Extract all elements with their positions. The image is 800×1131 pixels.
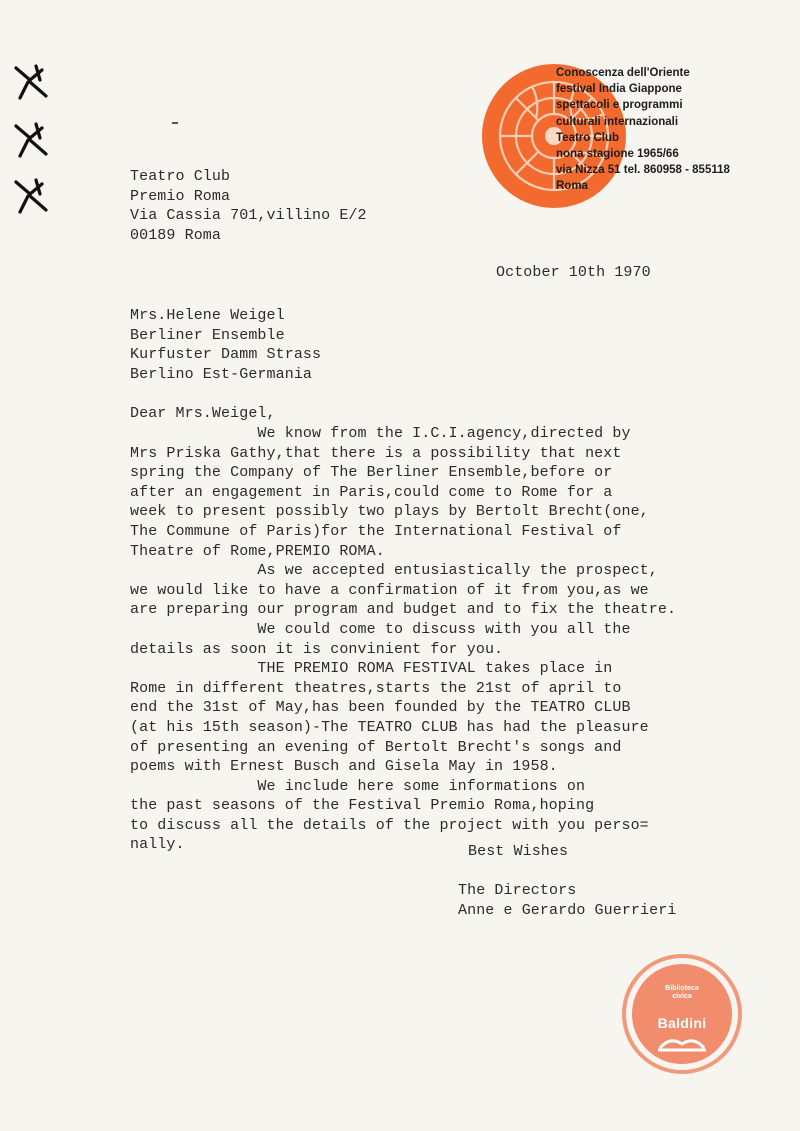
stamp-name: Baldini	[657, 1015, 707, 1031]
body-line: week to present possibly two plays by Bertolt Brecht(one,	[130, 503, 649, 521]
stamp-circle	[620, 952, 744, 1076]
handwritten-marks	[6, 62, 64, 232]
sender-line: Premio Roma	[130, 187, 231, 205]
body-line: end the 31st of May,has been founded by the TEATRO CLUB	[130, 699, 631, 717]
letterhead-line: spettacoli e programmi	[556, 99, 683, 112]
library-stamp	[620, 952, 744, 1076]
signature-line: The Directors	[458, 882, 577, 899]
body-line: Theatre of Rome,PREMIO ROMA.	[130, 542, 385, 560]
body-line: to discuss all the details of the project with you perso=	[130, 816, 649, 834]
letterhead-line: Teatro Club	[556, 131, 620, 144]
closing: Best Wishes	[468, 843, 569, 860]
salutation: Dear Mrs.Weigel,	[130, 405, 276, 422]
body-line: As we accepted entusiastically the prospect,	[130, 562, 658, 580]
body-line: Mrs Priska Gathy,that there is a possibility that next	[130, 444, 622, 462]
body-line: are preparing our program and budget and to fix the theatre.	[130, 601, 677, 619]
body-line: We could come to discuss with you all the	[130, 620, 631, 638]
body-line: nally.	[130, 836, 185, 854]
stamp-small-line: Biblioteca	[665, 985, 699, 992]
sender-line: Teatro Club	[130, 168, 231, 185]
letterhead-line: nona stagione 1965/66	[556, 148, 679, 161]
body-line: poems with Ernest Busch and Gisela May in 1958.	[130, 758, 558, 776]
body-line: details as soon it is convinient for you.	[130, 640, 504, 658]
letterhead-line: Conoscenza dell'Oriente	[556, 67, 690, 79]
body-line: (at his 15th season)-The TEATRO CLUB has had the pleasure	[130, 718, 649, 736]
letterhead-line: via Nizza 51 tel. 860958 - 855118	[556, 164, 730, 177]
body-line: we would like to have a confirmation of it from you,as we	[130, 581, 649, 599]
sender-line: 00189 Roma	[130, 226, 222, 244]
letterhead-line: culturali internazionali	[556, 115, 679, 128]
sender-line: Via Cassia 701,villino E/2	[130, 207, 367, 225]
body-line: after an engagement in Paris,could come to Rome for a	[130, 483, 613, 501]
body-line: We know from the I.C.I.agency,directed by	[130, 425, 631, 442]
body-line: We include here some informations on	[130, 777, 586, 795]
stamp-small-line: civica	[672, 993, 692, 1000]
recipient-line: Kurfuster Damm Strass	[130, 346, 322, 364]
signature-line: Anne e Gerardo Guerrieri	[458, 901, 677, 919]
body-line: THE PREMIO ROMA FESTIVAL takes place in	[130, 660, 613, 678]
letter-body	[130, 424, 676, 855]
letter-date: October 10th 1970	[496, 264, 651, 281]
letterhead-text	[556, 65, 796, 195]
body-line: the past seasons of the Festival Premio Roma,hoping	[130, 797, 595, 815]
sender-address	[130, 167, 367, 245]
body-line: The Commune of Paris)for the International Festival of	[130, 522, 622, 540]
letterhead-line: festival India Giappone	[556, 83, 682, 96]
body-line: Rome in different theatres,starts the 21st of april to	[130, 679, 622, 697]
stamp-small-text	[620, 985, 744, 1001]
body-line: spring the Company of The Berliner Ensemble,before or	[130, 464, 613, 482]
recipient-address	[130, 306, 321, 384]
signature-block	[458, 881, 676, 920]
ink-dash	[172, 122, 178, 124]
body-line: of presenting an evening of Bertolt Brecht's songs and	[130, 738, 622, 756]
recipient-line: Berliner Ensemble	[130, 326, 285, 344]
letterhead-line: Roma	[556, 180, 588, 193]
recipient-line: Mrs.Helene Weigel	[130, 307, 285, 324]
recipient-line: Berlino Est-Germania	[130, 365, 313, 383]
